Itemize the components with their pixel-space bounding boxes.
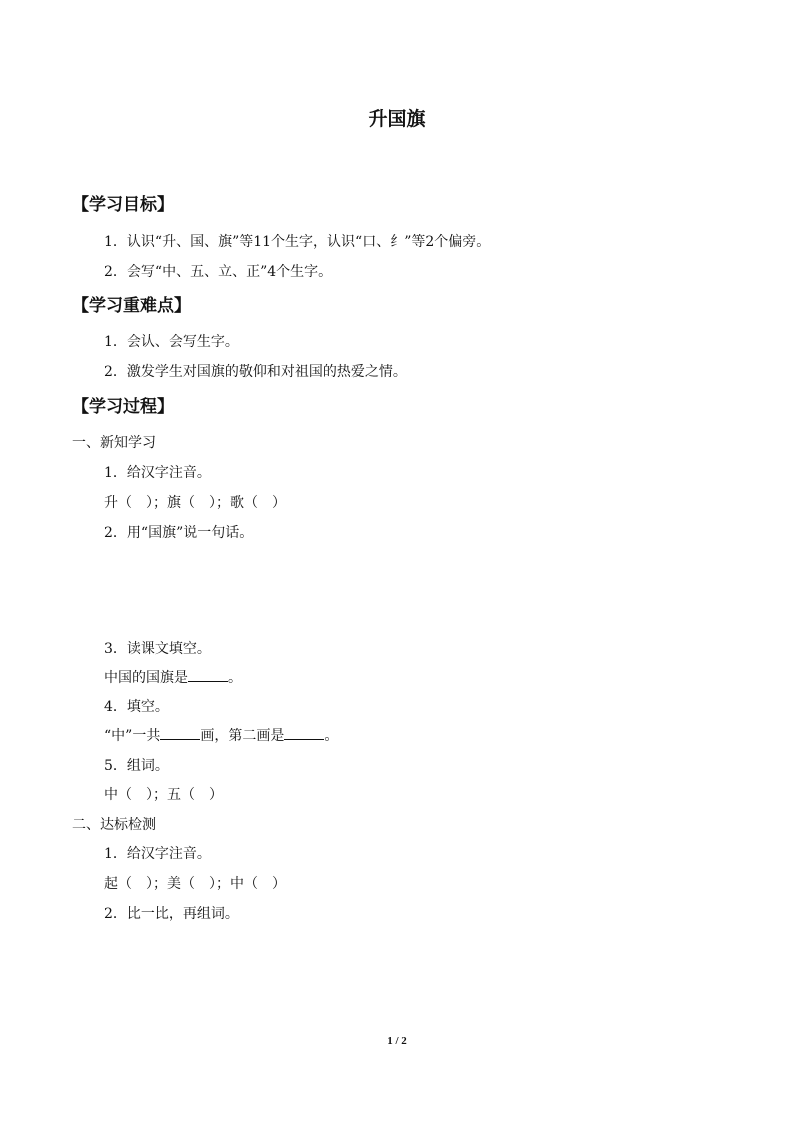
- section-heading-key-points: 【学习重难点】: [72, 296, 191, 316]
- fill-text: “中”一共: [104, 728, 161, 744]
- fill-blank[interactable]: [284, 725, 324, 740]
- question-1-answer-line: 升（ ）；旗（ ）；歌（ ）: [104, 495, 286, 511]
- fill-blank[interactable]: [188, 667, 228, 682]
- part-heading-assessment: 二、达标检测: [72, 817, 156, 833]
- fill-text: 画，第二画是: [200, 728, 285, 744]
- question-2-prompt: 2．用“国旗”说一句话。: [104, 525, 254, 541]
- question-5-answer-line: 中（ ）；五（ ）: [104, 787, 223, 803]
- assessment-question-2-prompt: 2．比一比，再组词。: [104, 906, 239, 922]
- question-4-fill-line: [104, 725, 338, 745]
- page-number: 1 / 2: [387, 1035, 407, 1047]
- goal-item: 1．认识“升、国、旗”等11个生字，认识“口、纟”等2个偏旁。: [104, 234, 491, 250]
- question-3-prompt: 3．读课文填空。: [104, 641, 211, 657]
- question-5-prompt: 5．组词。: [104, 758, 169, 774]
- section-heading-goals: 【学习目标】: [72, 195, 174, 215]
- goal-item: 2．会写“中、五、立、正”4个生字。: [104, 264, 333, 280]
- assessment-question-1-answer-line: 起（ ）；美（ ）；中（ ）: [104, 876, 286, 892]
- page-title: 升国旗: [368, 108, 426, 130]
- question-4-prompt: 4．填空。: [104, 699, 169, 715]
- assessment-question-1-prompt: 1．给汉字注音。: [104, 846, 211, 862]
- section-heading-process: 【学习过程】: [72, 397, 174, 417]
- fill-text: 。: [324, 728, 339, 744]
- part-heading-new-learning: 一、新知学习: [72, 435, 156, 451]
- key-point-item: 1．会认、会写生字。: [104, 334, 239, 350]
- fill-text: 。: [228, 670, 242, 686]
- key-point-item: 2．激发学生对国旗的敬仰和对祖国的热爱之情。: [104, 364, 407, 380]
- fill-text: 中国的国旗是: [104, 670, 188, 686]
- fill-blank[interactable]: [160, 725, 200, 740]
- question-3-fill-line: [104, 667, 242, 687]
- question-1-prompt: 1．给汉字注音。: [104, 465, 211, 481]
